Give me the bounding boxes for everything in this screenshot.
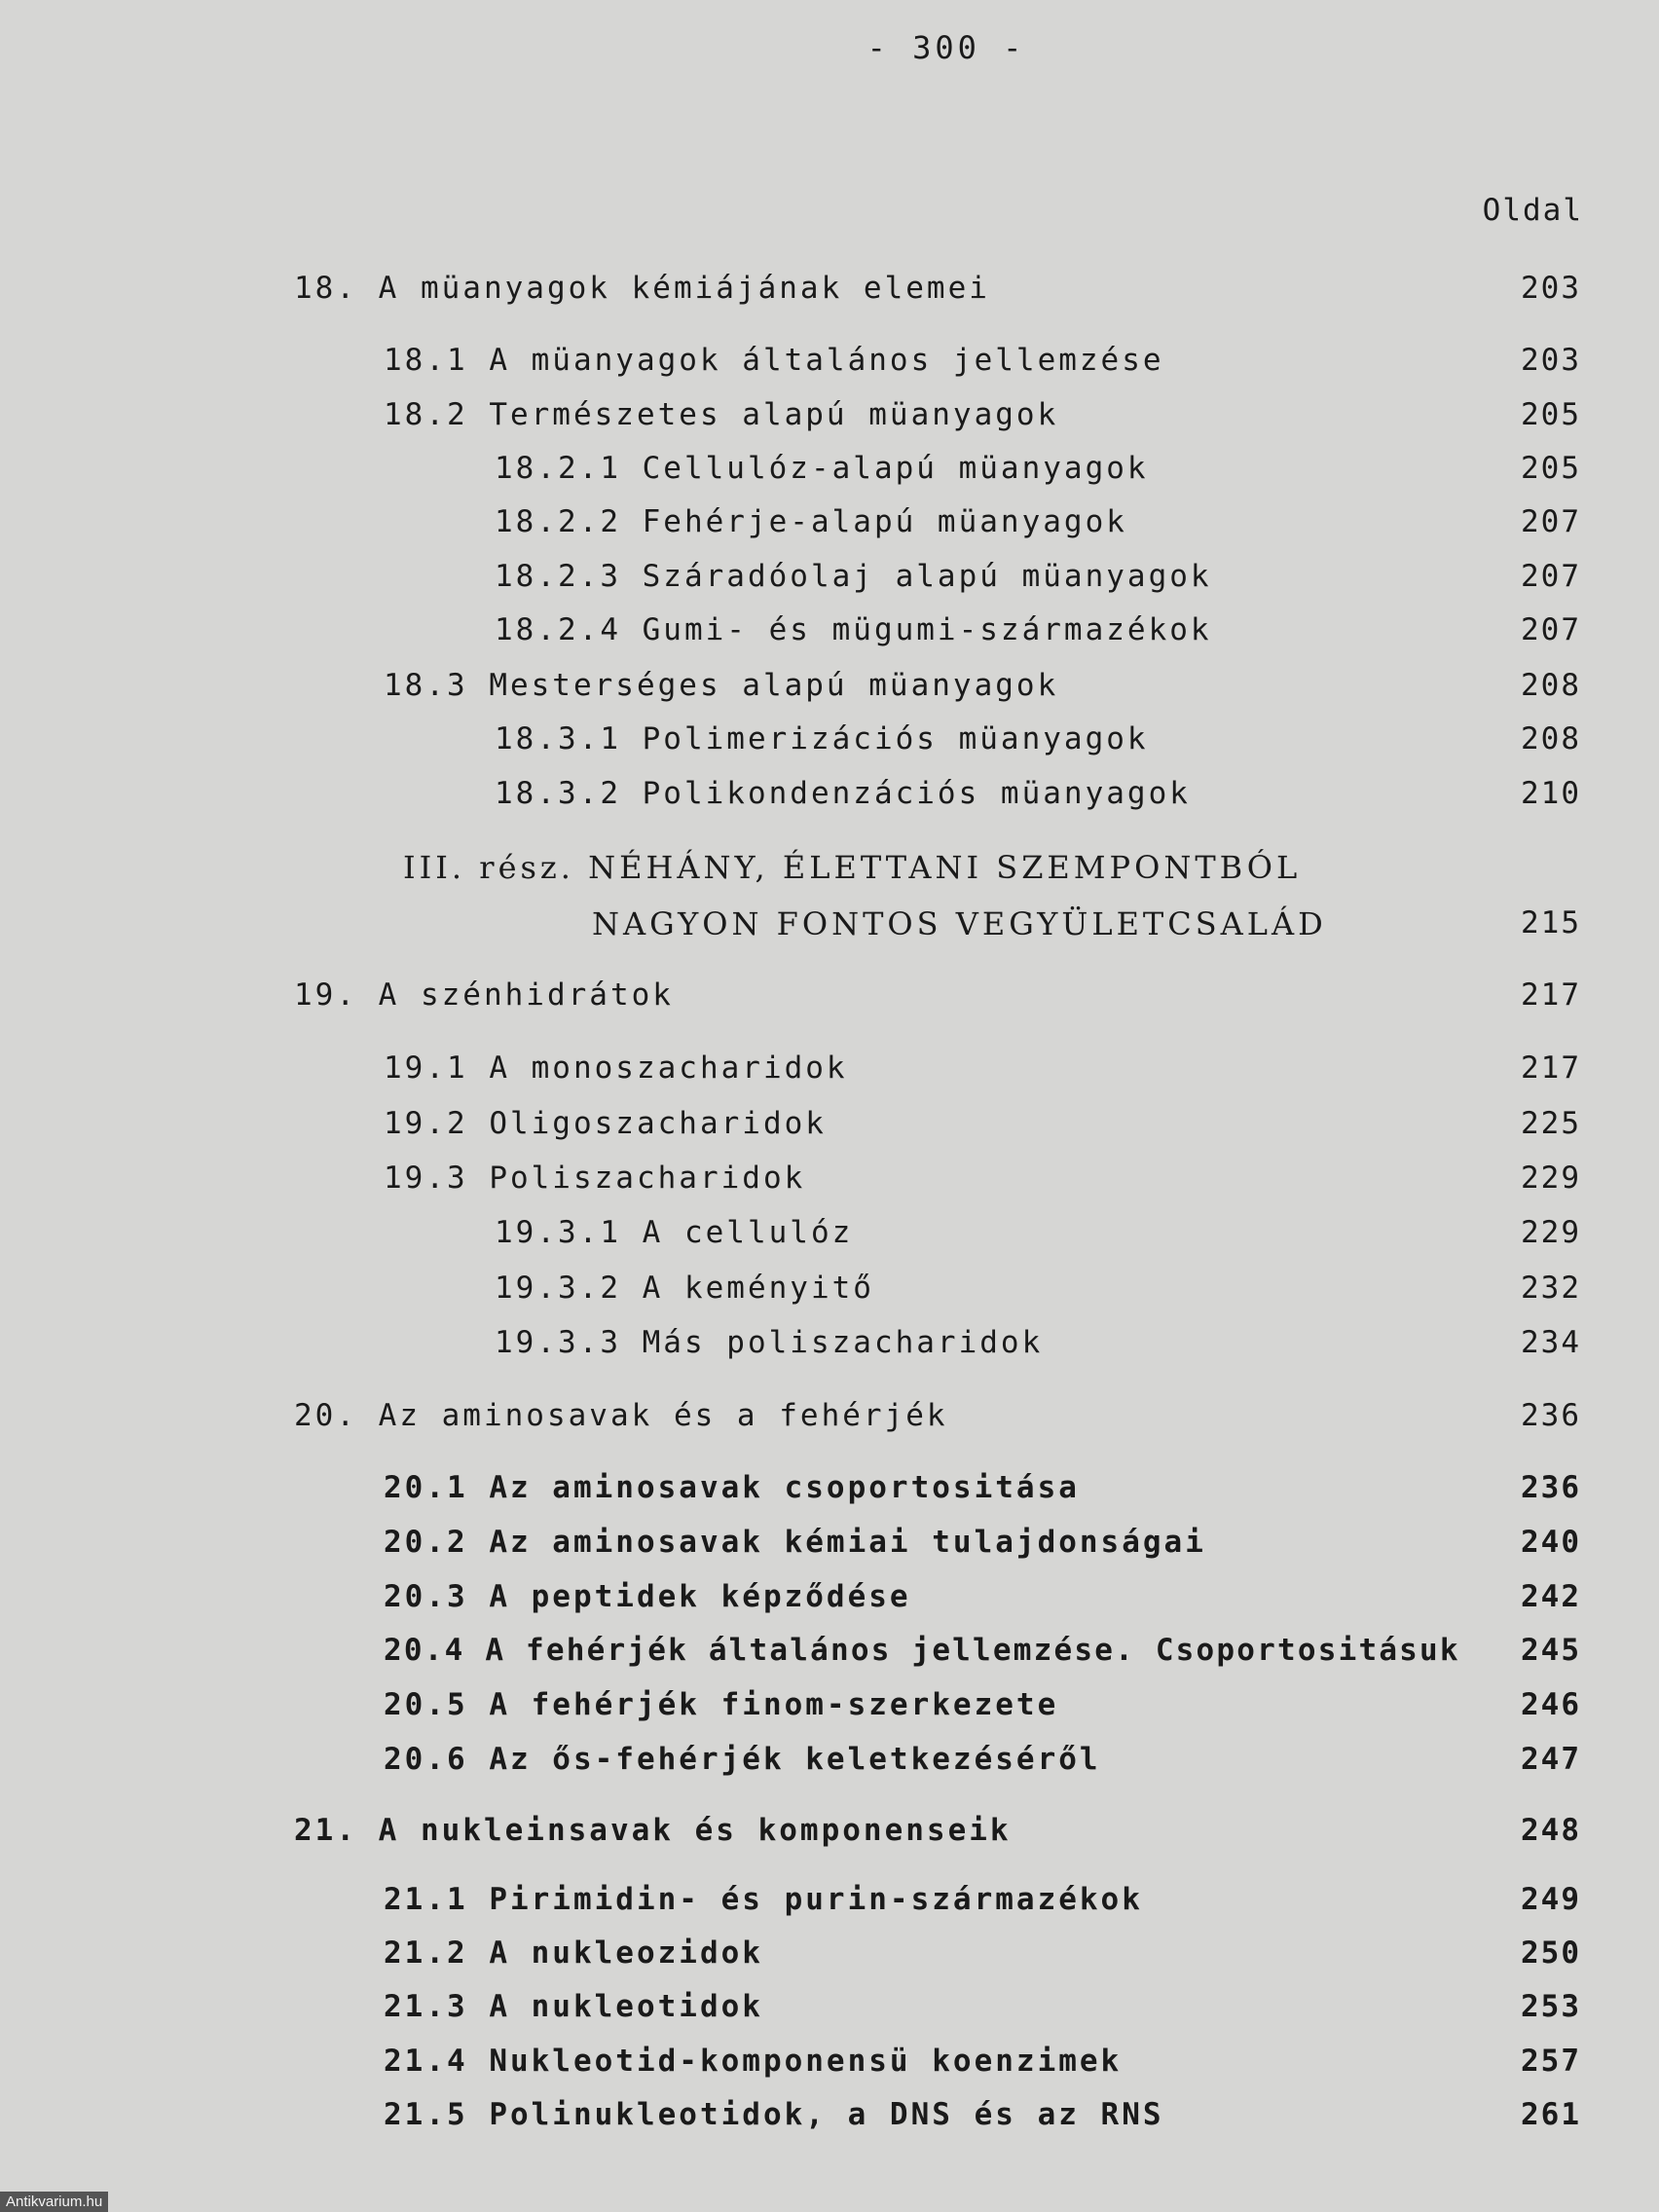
- toc-entry-title: 21.1 Pirimidin- és purin-származékok: [384, 1882, 1143, 1917]
- toc-entry-title: 20.4 A fehérjék általános jellemzése. Csoportositásuk: [384, 1633, 1460, 1668]
- toc-entry-page: 245: [1521, 1633, 1581, 1668]
- toc-entry-subsection: [0, 612, 1659, 655]
- toc-entry-page: 250: [1521, 1936, 1581, 1971]
- toc-entry-page: 225: [1521, 1106, 1581, 1141]
- toc-entry-page: 249: [1521, 1882, 1581, 1917]
- toc-entry-page: 205: [1521, 397, 1581, 432]
- part-heading-line1: III. rész. NÉHÁNY, ÉLETTANI SZEMPONTBÓL: [403, 849, 1302, 886]
- toc-entry-page: 232: [1521, 1271, 1581, 1306]
- toc-entry-page: 234: [1521, 1325, 1581, 1360]
- toc-entry-title: 18.3.1 Polimerizációs müanyagok: [495, 721, 1149, 756]
- toc-entry-title: 20. Az aminosavak és a fehérjék: [294, 1398, 948, 1433]
- toc-entry-section: [0, 1161, 1659, 1203]
- page-number: - 300 -: [866, 29, 1026, 66]
- toc-entry-section: [0, 1882, 1659, 1925]
- toc-entry-title: 18.1 A müanyagok általános jellemzése: [384, 343, 1164, 378]
- toc-entry-page: 217: [1521, 1051, 1581, 1086]
- toc-entry-title: 19.3.1 A cellulóz: [495, 1215, 854, 1250]
- toc-entry-section: [0, 1687, 1659, 1730]
- toc-entry-section: [0, 1989, 1659, 2032]
- toc-entry-chapter: [0, 977, 1659, 1020]
- toc-entry-page: 246: [1521, 1687, 1581, 1722]
- toc-entry-title: 18.2.3 Száradóolaj alapú müanyagok: [495, 559, 1212, 594]
- toc-entry-title: 19.3 Poliszacharidok: [384, 1161, 806, 1196]
- toc-entry-chapter: [0, 1813, 1659, 1856]
- toc-entry-title: 19.3.2 A keményitő: [495, 1271, 874, 1306]
- toc-entry-title: 19. A szénhidrátok: [294, 977, 674, 1013]
- toc-entry-title: 20.6 Az ős-fehérjék keletkezéséről: [384, 1742, 1101, 1777]
- toc-entry-title: 20.3 A peptidek képződése: [384, 1579, 911, 1614]
- toc-entry-title: 18.2 Természetes alapú müanyagok: [384, 397, 1059, 432]
- watermark: Antikvarium.hu: [0, 2192, 108, 2212]
- toc-entry-title: 21.2 A nukleozidok: [384, 1936, 763, 1971]
- toc-entry-page: 207: [1521, 559, 1581, 594]
- toc-entry-title: 20.1 Az aminosavak csoportositása: [384, 1470, 1080, 1505]
- toc-entry-title: 21.5 Polinukleotidok, a DNS és az RNS: [384, 2097, 1164, 2132]
- toc-entry-subsection: [0, 504, 1659, 547]
- toc-entry-page: 207: [1521, 504, 1581, 539]
- part-page: 215: [1521, 905, 1581, 940]
- toc-entry-title: 21. A nukleinsavak és komponenseik: [294, 1813, 1012, 1848]
- toc-entry-page: 236: [1521, 1470, 1581, 1505]
- page-column-header: Oldal: [1482, 193, 1583, 228]
- toc-entry-subsection: [0, 559, 1659, 602]
- toc-entry-title: 18.3.2 Polikondenzációs müanyagok: [495, 776, 1191, 811]
- toc-entry-page: 242: [1521, 1579, 1581, 1614]
- toc-entry-title: 19.1 A monoszacharidok: [384, 1051, 848, 1086]
- toc-entry-page: 203: [1521, 271, 1581, 306]
- toc-entry-page: 203: [1521, 343, 1581, 378]
- toc-entry-title: 21.4 Nukleotid-komponensü koenzimek: [384, 2044, 1123, 2079]
- part-page-row: [0, 905, 1659, 948]
- toc-entry-section: [0, 1633, 1659, 1676]
- toc-entry-subsection: [0, 1271, 1659, 1313]
- toc-entry-page: 207: [1521, 612, 1581, 647]
- toc-entry-title: 19.2 Oligoszacharidok: [384, 1106, 827, 1141]
- toc-entry-title: 18.2.4 Gumi- és mügumi-származékok: [495, 612, 1212, 647]
- toc-entry-section: [0, 1106, 1659, 1149]
- toc-entry-title: 20.5 A fehérjék finom-szerkezete: [384, 1687, 1059, 1722]
- toc-entry-section: [0, 1936, 1659, 1978]
- toc-entry-page: 229: [1521, 1161, 1581, 1196]
- toc-entry-section: [0, 2044, 1659, 2086]
- toc-entry-section: [0, 397, 1659, 440]
- toc-entry-section: [0, 1742, 1659, 1785]
- toc-entry-title: 21.3 A nukleotidok: [384, 1989, 763, 2024]
- toc-entry-page: 248: [1521, 1813, 1581, 1848]
- toc-entry-page: 253: [1521, 1989, 1581, 2024]
- toc-entry-subsection: [0, 1215, 1659, 1258]
- toc-entry-page: 229: [1521, 1215, 1581, 1250]
- toc-entry-page: 236: [1521, 1398, 1581, 1433]
- toc-entry-title: 18.2.1 Cellulóz-alapú müanyagok: [495, 451, 1149, 486]
- toc-entry-section: [0, 1470, 1659, 1513]
- toc-entry-page: 257: [1521, 2044, 1581, 2079]
- toc-entry-chapter: [0, 1398, 1659, 1441]
- toc-entry-page: 208: [1521, 721, 1581, 756]
- toc-entry-page: 247: [1521, 1742, 1581, 1777]
- toc-entry-title: 20.2 Az aminosavak kémiai tulajdonságai: [384, 1525, 1206, 1560]
- part-heading-line2: NAGYON FONTOS VEGYÜLETCSALÁD: [592, 905, 1327, 942]
- toc-entry-section: [0, 2097, 1659, 2140]
- toc-entry-title: 18. A müanyagok kémiájának elemei: [294, 271, 990, 306]
- toc-entry-page: 210: [1521, 776, 1581, 811]
- toc-entry-section: [0, 668, 1659, 711]
- toc-entry-subsection: [0, 776, 1659, 819]
- toc-entry-page: 208: [1521, 668, 1581, 703]
- toc-entry-section: [0, 1051, 1659, 1093]
- toc-entry-title: 19.3.3 Más poliszacharidok: [495, 1325, 1044, 1360]
- toc-entry-subsection: [0, 1325, 1659, 1368]
- toc-entry-section: [0, 1525, 1659, 1567]
- toc-entry-title: 18.2.2 Fehérje-alapú müanyagok: [495, 504, 1127, 539]
- toc-entry-section: [0, 1579, 1659, 1622]
- toc-entry-page: 217: [1521, 977, 1581, 1013]
- toc-entry-subsection: [0, 721, 1659, 764]
- toc-entry-subsection: [0, 451, 1659, 494]
- toc-entry-title: 18.3 Mesterséges alapú müanyagok: [384, 668, 1059, 703]
- toc-entry-page: 261: [1521, 2097, 1581, 2132]
- toc-entry-chapter: [0, 271, 1659, 313]
- toc-entry-page: 240: [1521, 1525, 1581, 1560]
- toc-entry-page: 205: [1521, 451, 1581, 486]
- toc-entry-section: [0, 343, 1659, 386]
